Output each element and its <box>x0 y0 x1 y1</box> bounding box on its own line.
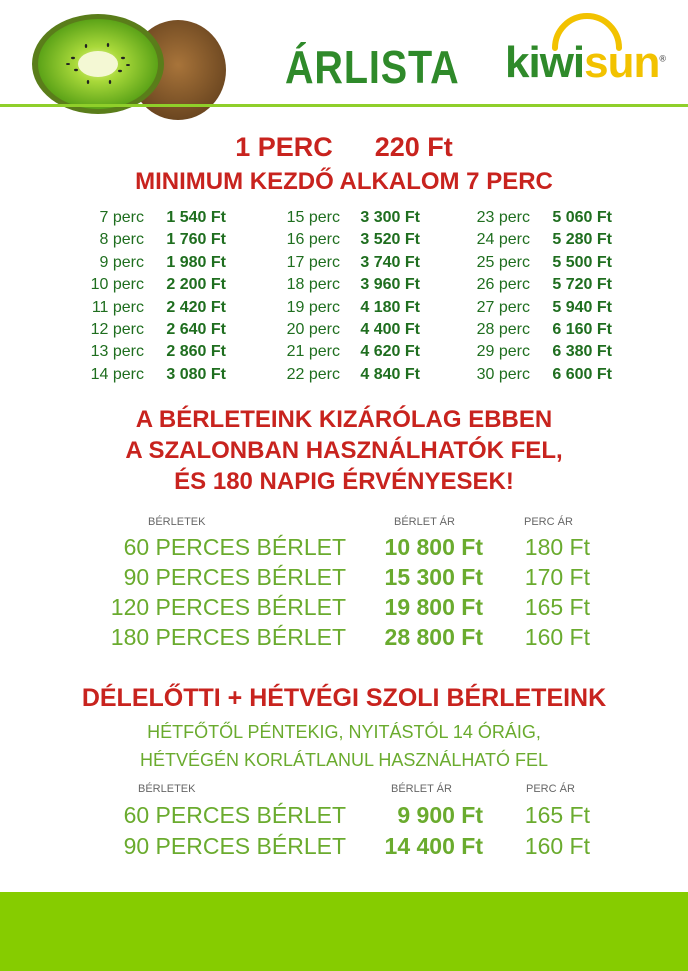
price-row <box>70 343 226 365</box>
price-row-price: 5 060 Ft <box>552 209 612 226</box>
pass-row <box>0 534 688 564</box>
morning-header-price: BÉRLET ÁR <box>391 783 452 795</box>
base-rate-price: 220 Ft <box>374 132 453 162</box>
price-row <box>450 254 612 276</box>
price-row <box>70 254 226 276</box>
price-row-price: 1 540 Ft <box>166 209 226 226</box>
price-row-minutes: 26 perc <box>476 276 530 294</box>
morning-desc-line-2: HÉTVÉGÉN KORLÁTLANUL HASZNÁLHATÓ FEL <box>139 750 549 770</box>
pass-per-minute: 160 Ft <box>524 624 590 650</box>
pass-per-minute: 165 Ft <box>524 802 590 828</box>
notice-line-2: A SZALONBAN HASZNÁLHATÓK FEL, <box>125 437 563 464</box>
price-row-minutes: 12 perc <box>90 320 144 338</box>
passes-header-per-minute: PERC ÁR <box>524 516 573 528</box>
price-row-minutes: 21 perc <box>286 343 340 361</box>
price-column-3 <box>450 209 612 388</box>
pass-price: 15 300 Ft <box>384 564 483 590</box>
price-row <box>450 366 612 388</box>
price-row-minutes: 15 perc <box>286 209 340 226</box>
morning-header-per-minute: PERC ÁR <box>526 783 575 795</box>
price-row-price: 2 200 Ft <box>166 276 226 294</box>
price-row <box>260 299 420 321</box>
price-row-price: 2 640 Ft <box>166 320 226 338</box>
price-row-price: 4 400 Ft <box>360 320 420 338</box>
price-row-price: 2 420 Ft <box>166 298 226 316</box>
pass-name: 90 PERCES BÉRLET <box>123 833 346 859</box>
price-row-price: 5 940 Ft <box>552 298 612 316</box>
logo-text-kiwi: kiwi <box>505 38 585 87</box>
price-row-price: 5 720 Ft <box>552 276 612 294</box>
price-row-minutes: 9 perc <box>99 253 144 271</box>
pass-price: 14 400 Ft <box>384 833 483 859</box>
pass-name: 180 PERCES BÉRLET <box>110 624 346 650</box>
header-divider <box>0 104 688 107</box>
price-row <box>260 231 420 253</box>
price-row-minutes: 18 perc <box>286 276 340 294</box>
price-row-price: 2 860 Ft <box>166 343 226 361</box>
price-row-minutes: 10 perc <box>90 276 144 294</box>
header <box>0 0 688 108</box>
price-row-minutes: 24 perc <box>476 231 530 249</box>
price-row <box>450 343 612 365</box>
pass-row <box>0 594 688 624</box>
price-row <box>260 343 420 365</box>
price-row-minutes: 30 perc <box>476 365 530 383</box>
price-row-minutes: 8 perc <box>99 231 144 249</box>
price-row <box>260 366 420 388</box>
pass-row <box>0 833 688 863</box>
pass-price: 10 800 Ft <box>384 534 483 560</box>
price-row <box>260 321 420 343</box>
price-row-price: 4 620 Ft <box>360 343 420 361</box>
price-row-price: 3 520 Ft <box>360 231 420 249</box>
price-row <box>450 231 612 253</box>
price-row-price: 1 980 Ft <box>166 253 226 271</box>
pass-per-minute: 180 Ft <box>524 534 590 560</box>
registered-mark: ® <box>659 53 666 64</box>
price-row-minutes: 27 perc <box>476 298 530 316</box>
price-row-price: 6 160 Ft <box>552 320 612 338</box>
pass-per-minute: 165 Ft <box>524 594 590 620</box>
price-row <box>70 366 226 388</box>
pass-name: 60 PERCES BÉRLET <box>123 534 346 560</box>
price-row-price: 3 740 Ft <box>360 253 420 271</box>
base-rate-duration: 1 PERC <box>235 132 333 162</box>
notice-line-3: ÉS 180 NAPIG ÉRVÉNYESEK! <box>174 468 514 495</box>
price-row-minutes: 22 perc <box>286 365 340 383</box>
pass-notice <box>0 404 688 497</box>
price-row-price: 4 840 Ft <box>360 365 420 383</box>
kiwisun-logo <box>505 12 666 94</box>
price-row-price: 3 080 Ft <box>166 365 226 383</box>
price-row <box>450 276 612 298</box>
footer-bar <box>0 892 688 971</box>
price-row <box>260 254 420 276</box>
price-row-minutes: 29 perc <box>476 343 530 361</box>
passes-header-price: BÉRLET ÁR <box>394 516 455 528</box>
price-row <box>70 321 226 343</box>
price-row <box>260 209 420 231</box>
pass-row <box>0 564 688 594</box>
minimum-note: MINIMUM KEZDŐ ALKALOM 7 PERC <box>135 168 553 195</box>
price-row-minutes: 16 perc <box>286 231 340 249</box>
pass-price: 19 800 Ft <box>384 594 483 620</box>
price-row-price: 3 300 Ft <box>360 209 420 226</box>
price-row-price: 6 380 Ft <box>552 343 612 361</box>
pass-name: 120 PERCES BÉRLET <box>110 594 346 620</box>
price-row-minutes: 19 perc <box>286 298 340 316</box>
pass-per-minute: 160 Ft <box>524 833 590 859</box>
price-row-minutes: 20 perc <box>286 320 340 338</box>
price-row <box>70 231 226 253</box>
logo-text <box>505 38 665 88</box>
logo-text-sun: sun <box>584 38 660 87</box>
notice-line-1: A BÉRLETEINK KIZÁRÓLAG EBBEN <box>135 406 553 433</box>
pass-name: 90 PERCES BÉRLET <box>123 564 346 590</box>
morning-desc-line-1: HÉTFŐTŐL PÉNTEKIG, NYITÁSTÓL 14 ÓRÁIG, <box>147 722 541 742</box>
price-row-minutes: 7 perc <box>99 209 144 226</box>
pass-row <box>0 624 688 654</box>
price-row-minutes: 28 perc <box>476 320 530 338</box>
pass-price: 28 800 Ft <box>384 624 483 650</box>
price-row-minutes: 23 perc <box>476 209 530 226</box>
price-row-minutes: 25 perc <box>476 253 530 271</box>
morning-passes-description <box>0 718 688 774</box>
price-row-price: 3 960 Ft <box>360 276 420 294</box>
price-row <box>260 276 420 298</box>
morning-passes-title: DÉLELŐTTI + HÉTVÉGI SZOLI BÉRLETEINK <box>81 684 607 712</box>
price-row-price: 1 760 Ft <box>166 231 226 249</box>
price-column-1 <box>70 209 226 388</box>
price-row-minutes: 14 perc <box>90 365 144 383</box>
price-row <box>450 299 612 321</box>
price-row-price: 5 280 Ft <box>552 231 612 249</box>
morning-header-name: BÉRLETEK <box>138 783 196 795</box>
price-row-minutes: 17 perc <box>286 253 340 271</box>
price-column-2 <box>260 209 420 388</box>
passes-header-name: BÉRLETEK <box>148 516 206 528</box>
base-rate <box>0 132 688 163</box>
pass-price: 9 900 Ft <box>397 802 483 828</box>
price-row <box>450 321 612 343</box>
price-row-minutes: 11 perc <box>91 298 144 316</box>
price-row-price: 6 600 Ft <box>552 365 612 383</box>
price-row-price: 4 180 Ft <box>360 298 420 316</box>
pass-name: 60 PERCES BÉRLET <box>123 802 346 828</box>
price-row <box>70 276 226 298</box>
price-row-price: 5 500 Ft <box>552 253 612 271</box>
pass-row <box>0 802 688 832</box>
price-row-minutes: 13 perc <box>90 343 144 361</box>
pass-per-minute: 170 Ft <box>524 564 590 590</box>
price-row <box>70 299 226 321</box>
price-row <box>450 209 612 231</box>
page-title: ÁRLISTA <box>285 41 460 93</box>
price-row <box>70 209 226 231</box>
